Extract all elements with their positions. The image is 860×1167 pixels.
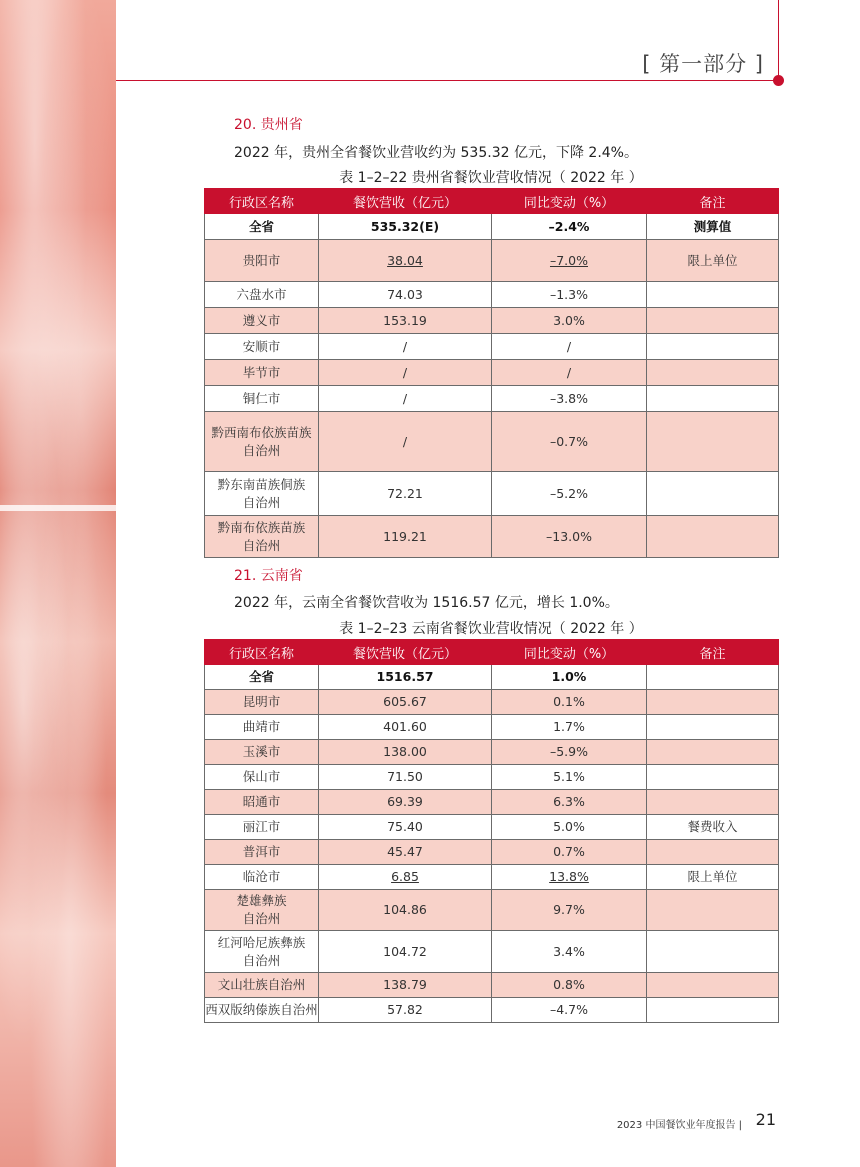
note-cell	[647, 840, 779, 865]
note-cell	[647, 516, 779, 558]
table-row	[205, 998, 779, 1023]
revenue-cell: 138.79	[319, 973, 492, 998]
region-name: 丽江市	[205, 815, 319, 840]
guizhou-table	[204, 188, 779, 558]
table-row	[205, 308, 779, 334]
table-row	[205, 665, 779, 690]
section-label: [ 第一部分 ]	[642, 52, 764, 76]
change-cell: /	[492, 334, 647, 360]
revenue-cell: 535.32(E)	[319, 214, 492, 240]
table-row	[205, 516, 779, 558]
table-row	[205, 282, 779, 308]
region-name: 六盘水市	[205, 282, 319, 308]
revenue-cell: 1516.57	[319, 665, 492, 690]
revenue-cell: 153.19	[319, 308, 492, 334]
change-cell: 3.4%	[492, 931, 647, 973]
revenue-cell: 38.04	[319, 240, 492, 282]
change-cell: 1.7%	[492, 715, 647, 740]
change-cell: 0.1%	[492, 690, 647, 715]
table-row	[205, 890, 779, 931]
revenue-cell: 605.67	[319, 690, 492, 715]
footer-report-title: 2023 中国餐饮业年度报告 |	[616, 1120, 742, 1131]
change-cell: 5.0%	[492, 815, 647, 840]
region-name: 昭通市	[205, 790, 319, 815]
region-name: 普洱市	[205, 840, 319, 865]
revenue-cell: 401.60	[319, 715, 492, 740]
note-cell: 限上单位	[647, 240, 779, 282]
guizhou-intro: 2022 年，贵州全省餐饮业营收约为 535.32 亿元，下降 2.4%。	[234, 145, 638, 161]
note-cell	[647, 282, 779, 308]
column-header: 同比变动（%）	[492, 640, 647, 665]
column-header: 同比变动（%）	[492, 189, 647, 214]
revenue-cell: 45.47	[319, 840, 492, 865]
change-cell: –5.2%	[492, 472, 647, 516]
side-photo-strip	[0, 0, 116, 1167]
table-row	[205, 360, 779, 386]
region-name: 曲靖市	[205, 715, 319, 740]
note-cell	[647, 740, 779, 765]
note-cell: 测算值	[647, 214, 779, 240]
revenue-cell: 74.03	[319, 282, 492, 308]
revenue-cell: 57.82	[319, 998, 492, 1023]
change-cell: –7.0%	[492, 240, 647, 282]
change-cell: /	[492, 360, 647, 386]
change-cell: 0.7%	[492, 840, 647, 865]
note-cell	[647, 765, 779, 790]
change-cell: 0.8%	[492, 973, 647, 998]
region-name: 西双版纳傣族自治州	[205, 998, 319, 1023]
table-row	[205, 240, 779, 282]
table-row	[205, 790, 779, 815]
table-header-row	[205, 189, 779, 214]
note-cell	[647, 931, 779, 973]
note-cell	[647, 973, 779, 998]
revenue-cell: /	[319, 360, 492, 386]
region-name: 铜仁市	[205, 386, 319, 412]
change-cell: –0.7%	[492, 412, 647, 472]
change-cell: –13.0%	[492, 516, 647, 558]
yunnan-heading: 21. 云南省	[234, 568, 303, 584]
revenue-cell: 75.40	[319, 815, 492, 840]
header-rule	[116, 80, 778, 81]
note-cell	[647, 334, 779, 360]
change-cell: –4.7%	[492, 998, 647, 1023]
revenue-cell: 71.50	[319, 765, 492, 790]
page-number: 21	[755, 1110, 776, 1129]
revenue-cell: 138.00	[319, 740, 492, 765]
region-name: 红河哈尼族彝族 自治州	[205, 931, 319, 973]
table-row	[205, 690, 779, 715]
revenue-cell: 6.85	[319, 865, 492, 890]
region-name: 黔西南布依族苗族 自治州	[205, 412, 319, 472]
yunnan-table-caption: 表 1–2–23 云南省餐饮业营收情况（ 2022 年 ）	[339, 621, 643, 637]
revenue-cell: 72.21	[319, 472, 492, 516]
table-row	[205, 931, 779, 973]
change-cell: 1.0%	[492, 665, 647, 690]
yunnan-intro: 2022 年，云南全省餐饮营收为 1516.57 亿元，增长 1.0%。	[234, 595, 619, 611]
table-row	[205, 472, 779, 516]
column-header: 备注	[647, 640, 779, 665]
note-cell	[647, 386, 779, 412]
note-cell	[647, 998, 779, 1023]
change-cell: –3.8%	[492, 386, 647, 412]
column-header: 行政区名称	[205, 189, 319, 214]
strip-divider	[0, 505, 116, 511]
revenue-cell: /	[319, 412, 492, 472]
region-name: 玉溪市	[205, 740, 319, 765]
revenue-cell: 69.39	[319, 790, 492, 815]
region-name: 黔东南苗族侗族 自治州	[205, 472, 319, 516]
note-cell	[647, 790, 779, 815]
change-cell: 6.3%	[492, 790, 647, 815]
column-header: 行政区名称	[205, 640, 319, 665]
table-row	[205, 412, 779, 472]
revenue-cell: /	[319, 334, 492, 360]
note-cell	[647, 890, 779, 931]
note-cell	[647, 715, 779, 740]
region-name: 全省	[205, 665, 319, 690]
change-cell: –2.4%	[492, 214, 647, 240]
note-cell	[647, 360, 779, 386]
note-cell	[647, 308, 779, 334]
region-name: 毕节市	[205, 360, 319, 386]
region-name: 临沧市	[205, 865, 319, 890]
note-cell: 限上单位	[647, 865, 779, 890]
table-row	[205, 214, 779, 240]
change-cell: 13.8%	[492, 865, 647, 890]
change-cell: 3.0%	[492, 308, 647, 334]
region-name: 安顺市	[205, 334, 319, 360]
change-cell: –5.9%	[492, 740, 647, 765]
note-cell	[647, 665, 779, 690]
region-name: 保山市	[205, 765, 319, 790]
note-cell: 餐费收入	[647, 815, 779, 840]
region-name: 文山壮族自治州	[205, 973, 319, 998]
region-name: 楚雄彝族 自治州	[205, 890, 319, 931]
region-name: 遵义市	[205, 308, 319, 334]
region-name: 贵阳市	[205, 240, 319, 282]
yunnan-table	[204, 639, 779, 1023]
revenue-cell: 104.72	[319, 931, 492, 973]
table-row	[205, 765, 779, 790]
guizhou-table-caption: 表 1–2–22 贵州省餐饮业营收情况（ 2022 年 ）	[339, 170, 643, 186]
column-header: 餐饮营收（亿元）	[319, 189, 492, 214]
column-header: 备注	[647, 189, 779, 214]
table-row	[205, 740, 779, 765]
guizhou-heading: 20. 贵州省	[234, 117, 303, 133]
revenue-cell: 119.21	[319, 516, 492, 558]
table-row	[205, 386, 779, 412]
table-header-row	[205, 640, 779, 665]
header-vertical-rule	[778, 0, 779, 80]
revenue-cell: 104.86	[319, 890, 492, 931]
header-dot	[773, 75, 784, 86]
note-cell	[647, 690, 779, 715]
region-name: 黔南布依族苗族 自治州	[205, 516, 319, 558]
revenue-cell: /	[319, 386, 492, 412]
column-header: 餐饮营收（亿元）	[319, 640, 492, 665]
table-row	[205, 840, 779, 865]
table-row	[205, 815, 779, 840]
table-row	[205, 865, 779, 890]
table-row	[205, 715, 779, 740]
change-cell: –1.3%	[492, 282, 647, 308]
table-row	[205, 334, 779, 360]
region-name: 全省	[205, 214, 319, 240]
change-cell: 5.1%	[492, 765, 647, 790]
change-cell: 9.7%	[492, 890, 647, 931]
note-cell	[647, 472, 779, 516]
table-row	[205, 973, 779, 998]
note-cell	[647, 412, 779, 472]
region-name: 昆明市	[205, 690, 319, 715]
